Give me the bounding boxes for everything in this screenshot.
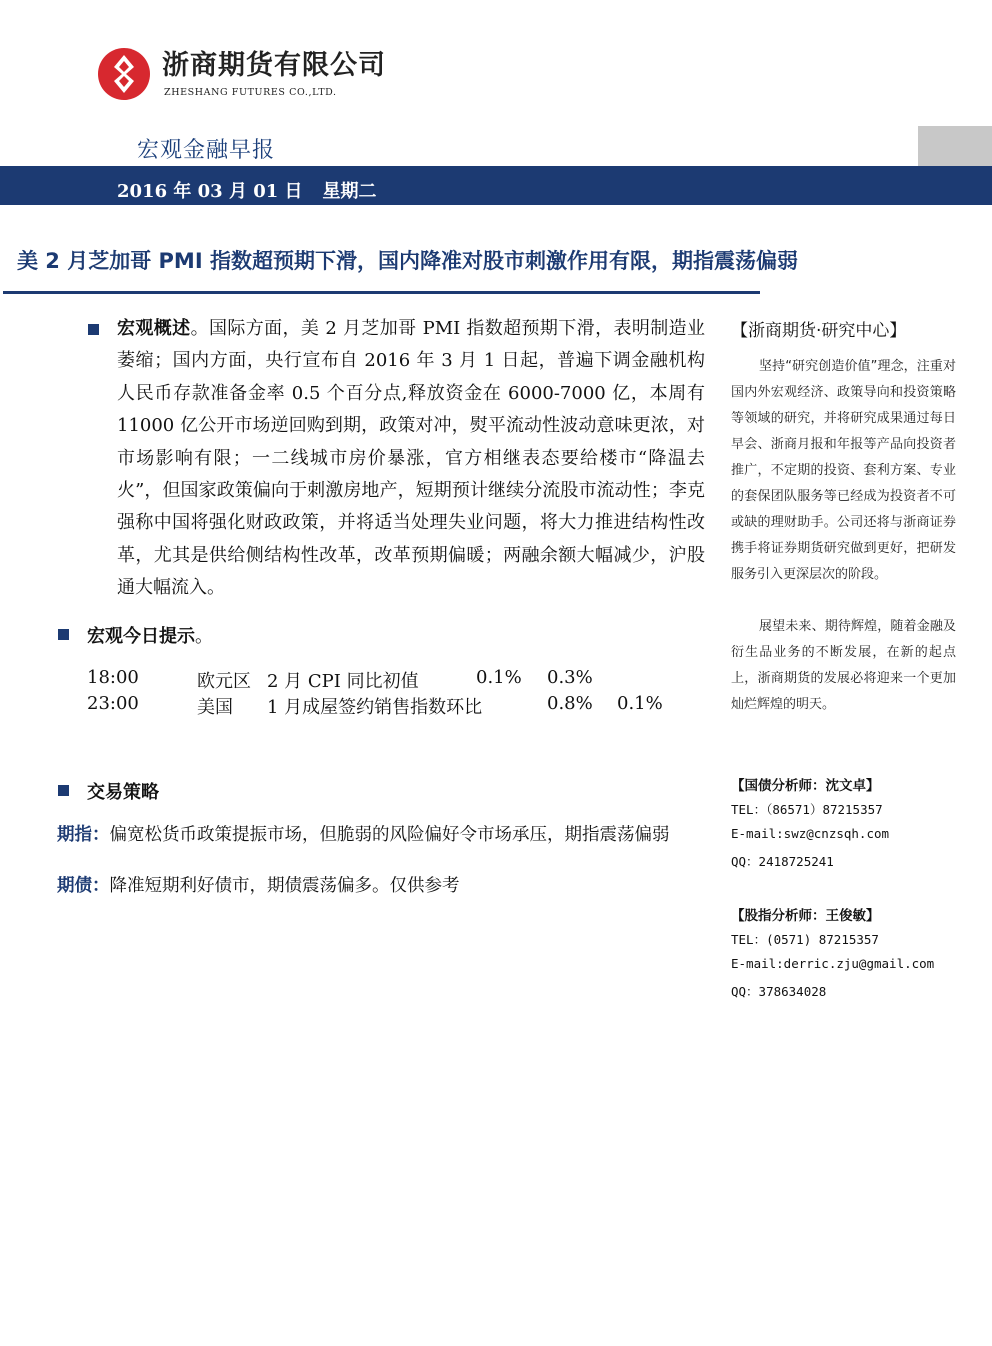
strategy-text: 偏宽松货币政策提振市场，但脆弱的风险偏好令市场承压，期指震荡偏弱 [109,825,670,845]
report-type: 宏观金融早报 [137,138,276,163]
headline-rule [3,291,760,294]
analyst-qq: QQ：378634028 [731,984,827,999]
event-region: 欧元区 [197,671,251,692]
bullet-square-icon [58,785,69,796]
strategy-label: 期债： [57,876,110,896]
research-center-title: 【浙商期货·研究中心】 [731,321,907,341]
research-center-intro: 坚持“研究创造价值”理念，注重对国内外宏观经济、政策导向和投资策略等领域的研究，并将研究成果通过每日早会、浙商月报和年报等产品向投资者推广，不定期的投资、套利方案、专业的套保团队服务等已经成为投资者不可或缺的理财助手。公司还将与浙商证券携手将证券期货研究做到更好，把研发服务引入更深层次的阶段。 [731,359,956,582]
strategy-item-bond [57,874,707,899]
calendar-title [87,622,213,648]
analyst-email: E-mail:swz@cnzsqh.com [731,826,890,841]
analyst-title: 【股指分析师：王俊敏】 [731,908,880,924]
strategy-label: 期指： [57,825,110,845]
event-value-2: 0.3% [547,667,593,688]
calendar-title-text: 宏观今日提示 [87,626,195,647]
research-center-outlook: 展望未来、期待辉煌，随着金融及衍生品业务的不断发展，在新的起点上，浙商期货的发展必将迎来一个更加灿烂辉煌的明天。 [731,619,956,712]
event-value-1: 0.8% [547,693,593,714]
analyst-tel: TEL：（86571）87215357 [731,802,883,817]
event-name: 1 月成屋签约销售指数环比 [267,697,483,718]
company-name-cn: 浙商期货有限公司 [162,50,386,81]
date-value: 2016 年 03 月 01 日 [117,181,303,202]
strategy-item-index [57,823,707,848]
zheshang-logo-icon [96,46,152,102]
event-time: 23:00 [87,693,139,714]
strategy-title: 交易策略 [87,782,159,803]
event-region: 美国 [197,697,233,718]
macro-overview [117,313,705,605]
strategy-text: 降准短期利好债市，期债震荡偏多。仅供参考 [109,876,460,896]
bullet-square-icon [88,324,99,335]
event-value-1: 0.1% [476,667,522,688]
analyst-email: E-mail:derric.zju@gmail.com [731,956,935,971]
analyst-title: 【国债分析师：沈文卓】 [731,778,880,794]
weekday: 星期二 [322,181,377,202]
company-name-en: ZHESHANG FUTURES CO.,LTD. [164,87,337,98]
report-date [117,177,377,203]
overview-label: 宏观概述 [117,318,191,339]
event-name: 2 月 CPI 同比初值 [267,671,419,692]
header-gray-block [918,126,992,166]
overview-text: 。国际方面，美 2 月芝加哥 PMI 指数超预期下滑，表明制造业萎缩；国内方面，央行宣布自 2016 年 3 月 1 日起，普遍下调金融机构人民币存款准备金率 0.5 个百分点,释放资金在 6000-7000 亿，本周有 11000 亿公开市场逆回购到期，政策对冲，熨平流动性波动意味更浓，对市场影响有限；一二线城市房价暴涨，官方相继表态要给楼市“降温去火”，但国家政策偏向于刺激房地产，短期预计继续分流股市流动性；李克强称中国将强化财政政策，并将适当处理失业问题，将大力推进结构性改革，尤其是供给侧结构性改革，改革预期偏暖；两融余额大幅减少，沪股通大幅流入。 [117,318,706,599]
bullet-square-icon [58,629,69,640]
headline: 美 2 月芝加哥 PMI 指数超预期下滑，国内降准对股市刺激作用有限，期指震荡偏弱 [17,249,798,273]
event-value-2: 0.1% [617,693,663,714]
calendar-title-suffix: 。 [195,626,213,647]
event-time: 18:00 [87,667,139,688]
analyst-qq: QQ：2418725241 [731,854,834,869]
analyst-tel: TEL：(0571) 87215357 [731,932,879,947]
